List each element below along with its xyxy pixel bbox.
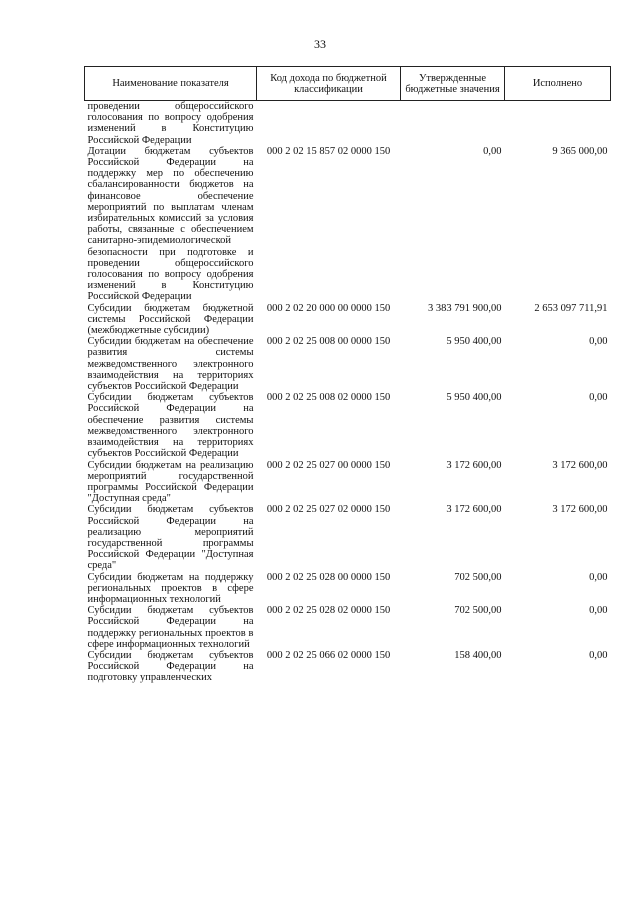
income-code-cell: 000 2 02 25 008 02 0000 150 [266, 392, 391, 404]
table-row [85, 336, 611, 392]
income-code-cell [257, 101, 401, 146]
header-income-code: Код дохода по бюджетной классификации [257, 67, 401, 101]
table-row [85, 460, 611, 505]
executed-value-cell: 0,00 [589, 392, 608, 404]
page-number: 33 [314, 37, 326, 51]
table-row [85, 303, 611, 337]
indicator-name-cell: Субсидии бюджетам субъектов Российской Федерации на обеспечение развития системы межведомственного электронного взаимодействия на территориях субъектов Российской Федерации [87, 392, 254, 460]
indicator-name-cell: Субсидии бюджетам субъектов Российской Федерации на поддержку региональных проектов в сфере информационных технологий [87, 605, 254, 650]
header-approved-values: Утвержденные бюджетные значения [401, 67, 505, 101]
income-code-cell: 000 2 02 25 027 00 0000 150 [266, 459, 391, 471]
executed-value-cell [505, 101, 611, 146]
approved-value-cell: 5 950 400,00 [446, 392, 502, 404]
table-header-row [85, 67, 611, 101]
approved-value-cell: 158 400,00 [454, 649, 502, 661]
approved-value-cell: 5 950 400,00 [446, 336, 502, 348]
income-code-cell: 000 2 02 15 857 02 0000 150 [266, 145, 391, 157]
approved-value-cell [401, 101, 505, 146]
approved-value-cell: 0,00 [483, 145, 502, 157]
table-row [85, 101, 611, 146]
approved-value-cell: 3 172 600,00 [446, 504, 502, 516]
executed-value-cell: 0,00 [589, 336, 608, 348]
header-indicator-name: Наименование показателя [85, 67, 257, 101]
table-row [85, 650, 611, 684]
indicator-name-cell: Субсидии бюджетам на обеспечение развития системы межведомственного электронного взаимодействия на территориях субъектов Российской Федерации [87, 336, 254, 393]
indicator-name-cell: Субсидии бюджетам субъектов Российской Федерации на подготовку управленческих [87, 649, 254, 684]
executed-value-cell: 0,00 [589, 649, 608, 661]
approved-value-cell: 702 500,00 [454, 571, 502, 583]
income-code-cell: 000 2 02 25 028 02 0000 150 [266, 605, 391, 617]
income-code-cell: 000 2 02 25 008 00 0000 150 [266, 336, 391, 348]
income-code-cell: 000 2 02 25 066 02 0000 150 [266, 649, 391, 661]
table-row [85, 392, 611, 459]
header-executed: Исполнено [505, 67, 611, 101]
budget-execution-table [84, 66, 611, 684]
table-row [85, 504, 611, 571]
income-code-cell: 000 2 02 25 027 02 0000 150 [266, 504, 391, 516]
executed-value-cell: 3 172 600,00 [552, 459, 608, 471]
indicator-name-cell: Субсидии бюджетам субъектов Российской Федерации на реализацию мероприятий государственной программы Российской Федерации "Доступная среда" [87, 504, 254, 572]
table-row [85, 572, 611, 606]
indicator-name-cell: проведении общероссийского голосования по вопросу одобрения изменений в Конституцию Российской Федерации [87, 101, 254, 146]
table-body [85, 101, 611, 684]
indicator-name-cell: Субсидии бюджетам на реализацию мероприятий государственной программы Российской Федерации "Доступная среда" [87, 459, 254, 505]
executed-value-cell: 0,00 [589, 605, 608, 617]
table-row [85, 146, 611, 303]
approved-value-cell: 3 172 600,00 [446, 459, 502, 471]
executed-value-cell: 3 172 600,00 [552, 504, 608, 516]
indicator-name-cell: Субсидии бюджетам на поддержку региональных проектов в сфере информационных технологий [87, 571, 254, 605]
approved-value-cell: 702 500,00 [454, 605, 502, 617]
executed-value-cell: 2 653 097 711,91 [534, 302, 608, 314]
table-row [85, 605, 611, 650]
indicator-name-cell: Дотации бюджетам субъектов Российской Федерации на поддержку мер по обеспечению сбалансированности бюджетов на финансовое обеспечение мероприятий по выплатам членам избирательных комиссий за условия работы, связанные с обеспечением санитарно-эпидемиологической безопасности при подготовке и проведении общероссийского голосования по вопросу одобрения изменений в Конституцию Российской Федерации [87, 145, 254, 303]
indicator-name-cell: Субсидии бюджетам бюджетной системы Российской Федерации (межбюджетные субсидии) [87, 302, 254, 337]
executed-value-cell: 9 365 000,00 [552, 145, 608, 157]
income-code-cell: 000 2 02 25 028 00 0000 150 [266, 571, 391, 583]
approved-value-cell: 3 383 791 900,00 [428, 302, 502, 314]
executed-value-cell: 0,00 [589, 571, 608, 583]
income-code-cell: 000 2 02 20 000 00 0000 150 [266, 302, 391, 314]
